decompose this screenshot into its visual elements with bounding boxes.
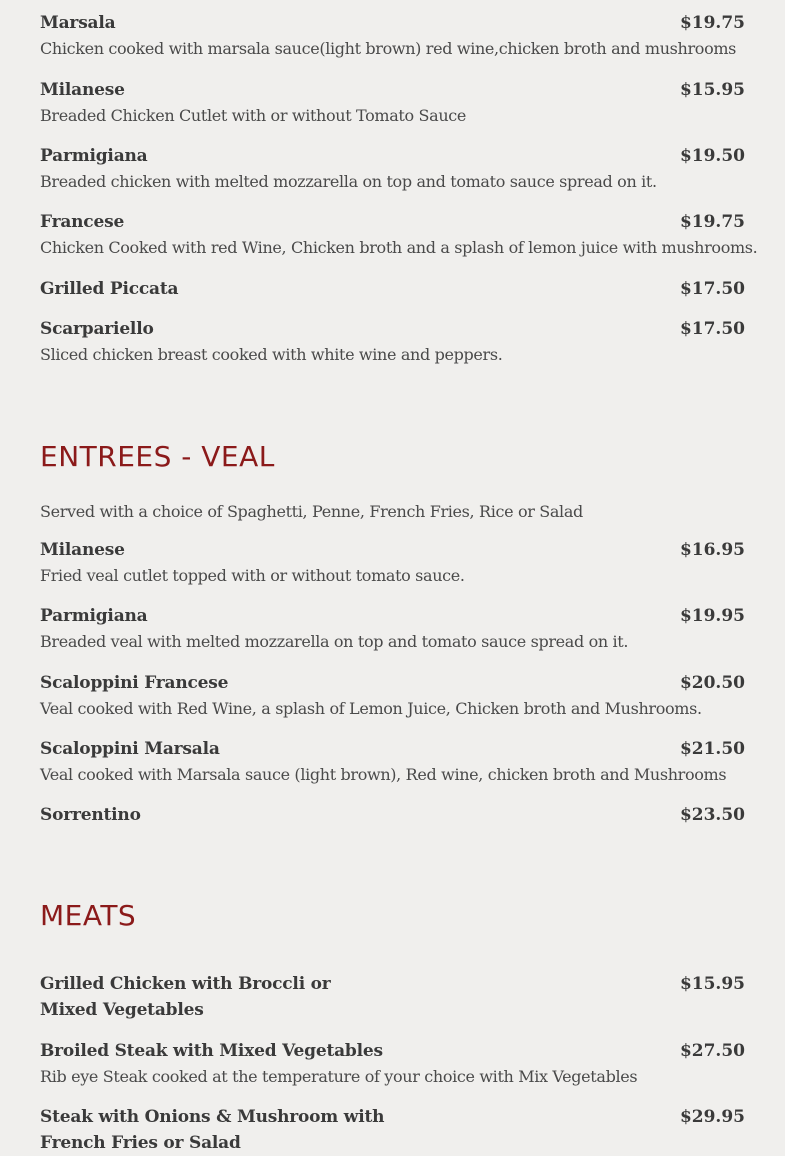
menu-item — [40, 10, 745, 62]
item-description: Breaded Chicken Cutlet with or without Tomato Sauce — [40, 106, 467, 125]
item-price: $17.50 — [679, 279, 745, 299]
item-price: $16.95 — [679, 540, 745, 560]
menu-item — [40, 77, 745, 129]
item-price: $15.95 — [679, 80, 745, 100]
item-price: $27.50 — [679, 1041, 745, 1061]
menu-item — [40, 670, 745, 722]
menu-item — [40, 276, 745, 302]
item-description: Fried veal cutlet topped with or without tomato sauce. — [40, 566, 465, 585]
item-description: Chicken Cooked with red Wine, Chicken broth and a splash of lemon juice with mushrooms. — [40, 238, 758, 257]
menu-item — [40, 143, 745, 195]
item-name: Scaloppini Marsala — [40, 739, 220, 759]
item-description: Breaded veal with melted mozzarella on top and tomato sauce spread on it. — [40, 632, 629, 651]
menu-item — [40, 316, 745, 368]
item-price: $19.95 — [679, 606, 745, 626]
item-description: Rib eye Steak cooked at the temperature of your choice with Mix Vegetables — [40, 1067, 638, 1086]
item-name: Marsala — [40, 13, 116, 33]
item-description: Breaded chicken with melted mozzarella on top and tomato sauce spread on it. — [40, 172, 657, 191]
item-name: Grilled Chicken with Broccli or Mixed Vegetables — [40, 974, 331, 1020]
item-price: $15.95 — [679, 974, 745, 994]
menu-item — [40, 971, 745, 1023]
item-name: Milanese — [40, 80, 125, 100]
section-title-veal: ENTREES - VEAL — [40, 440, 275, 473]
item-price: $19.75 — [679, 13, 745, 33]
item-name: Francese — [40, 212, 125, 232]
item-description: Sliced chicken breast cooked with white wine and peppers. — [40, 345, 503, 364]
item-price: $19.50 — [679, 146, 745, 166]
item-price: $20.50 — [679, 673, 745, 693]
item-price: $19.75 — [679, 212, 745, 232]
item-name: Parmigiana — [40, 146, 148, 166]
item-description: Chicken cooked with marsala sauce(light brown) red wine,chicken broth and mushrooms — [40, 39, 737, 58]
item-name: Parmigiana — [40, 606, 148, 626]
section-title-meats: MEATS — [40, 899, 137, 932]
menu-item — [40, 603, 745, 655]
item-name: Milanese — [40, 540, 125, 560]
item-price: $29.95 — [679, 1107, 745, 1127]
section-note-veal: Served with a choice of Spaghetti, Penne, French Fries, Rice or Salad — [40, 502, 583, 521]
item-name: Scarpariello — [40, 319, 154, 339]
item-name: Grilled Piccata — [40, 279, 179, 299]
menu-item — [40, 736, 745, 788]
menu-item — [40, 1038, 745, 1090]
item-price: $21.50 — [679, 739, 745, 759]
menu-item — [40, 802, 745, 828]
item-name: Broiled Steak with Mixed Vegetables — [40, 1041, 383, 1061]
item-description: Veal cooked with Marsala sauce (light brown), Red wine, chicken broth and Mushrooms — [40, 765, 727, 784]
menu-item — [40, 537, 745, 589]
item-name: Steak with Onions & Mushroom with French Fries or Salad — [40, 1107, 385, 1153]
item-name: Sorrentino — [40, 805, 141, 825]
item-price: $17.50 — [679, 319, 745, 339]
item-name: Scaloppini Francese — [40, 673, 229, 693]
menu-item — [40, 1104, 745, 1156]
item-description: Veal cooked with Red Wine, a splash of Lemon Juice, Chicken broth and Mushrooms. — [40, 699, 702, 718]
menu-item — [40, 209, 758, 261]
item-price: $23.50 — [679, 805, 745, 825]
